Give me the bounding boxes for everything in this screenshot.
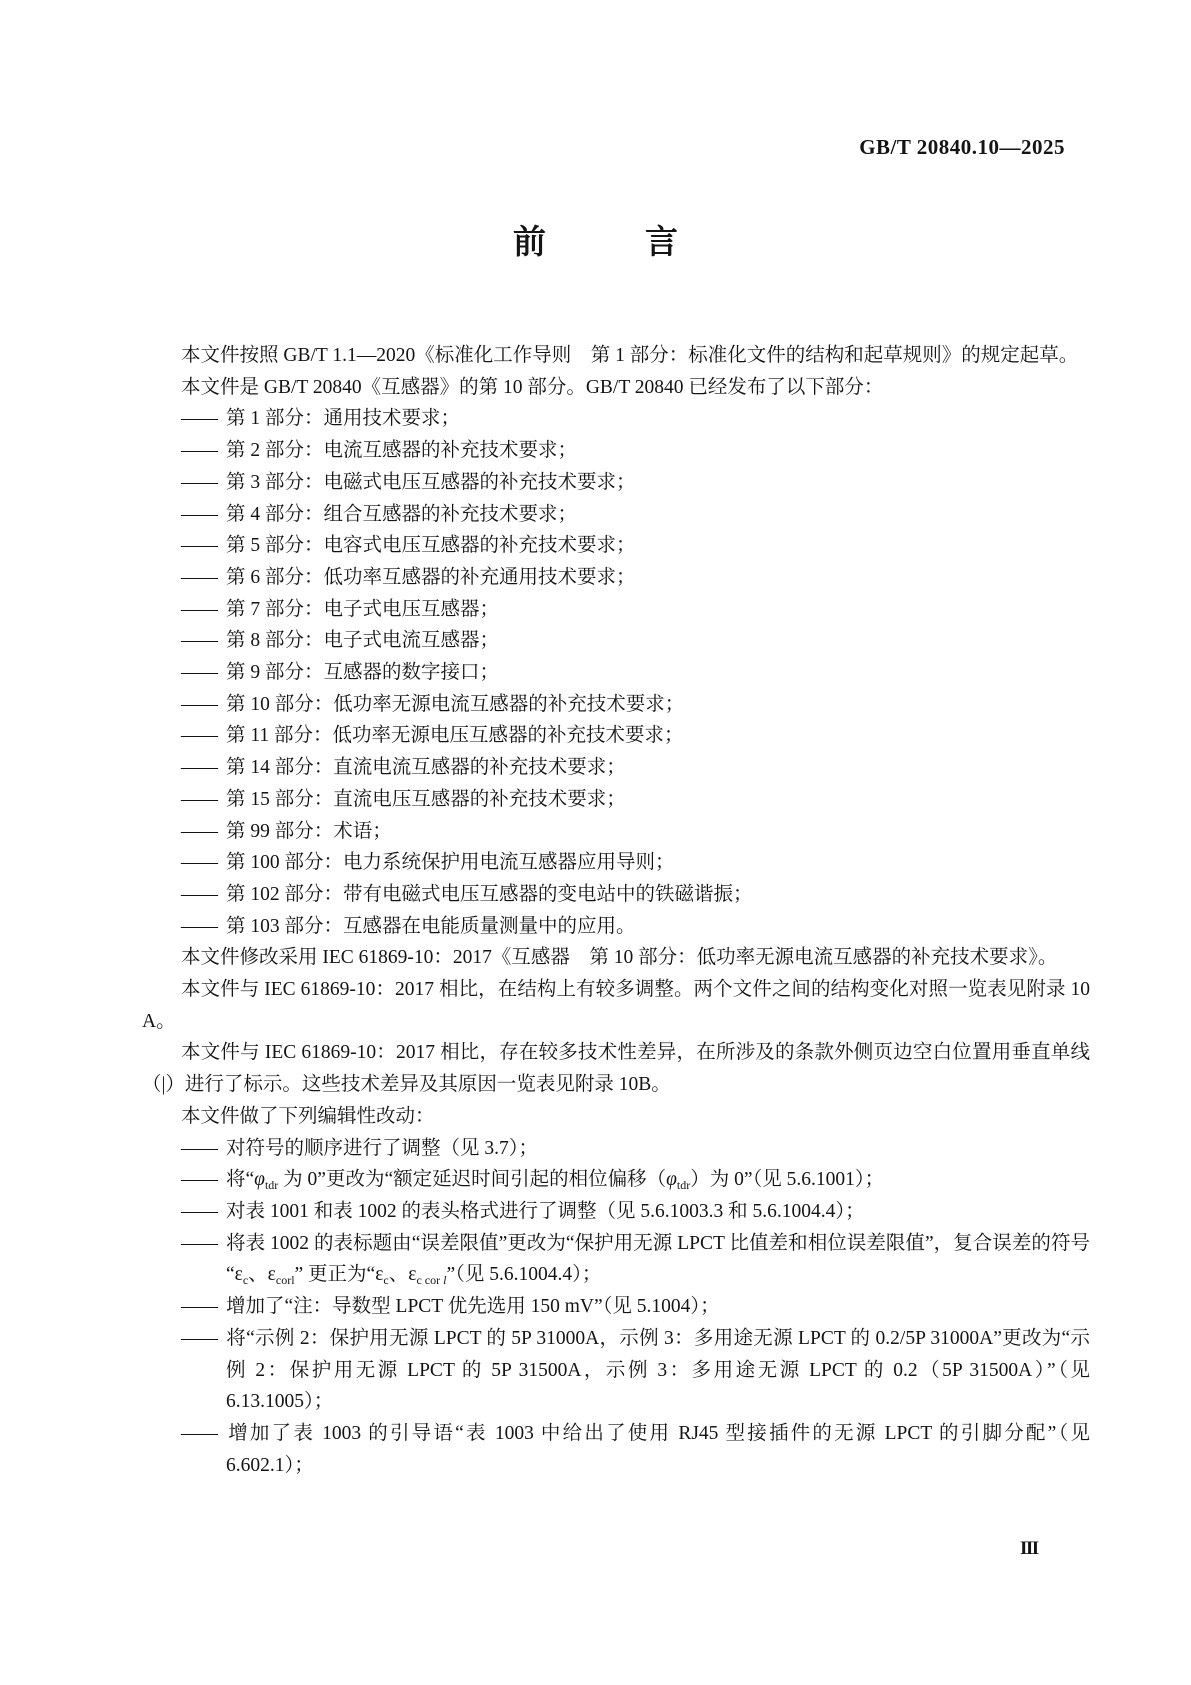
list-item [142, 1196, 1090, 1228]
list-item [142, 1133, 1090, 1165]
list-item-text: 第 8 部分：电子式电流互感器； [226, 630, 500, 652]
list-dash: —— [181, 503, 216, 525]
list-item [142, 467, 1090, 499]
paragraph: 本文件与 IEC 61869-10：2017 相比，在结构上有较多调整。两个文件之间的结构变化对照一览表见附录 10 A。 [142, 979, 1090, 1032]
list-item-text: 第 11 部分：低功率无源电压互感器的补充技术要求； [226, 725, 684, 747]
list-item-text: 将“示例 2：保护用无源 LPCT 的 5P 31000A，示例 3：多用途无源 LPCT 的 0.2/5P 31000A”更改为“示例 2：保护用无源 LPCT 的 5P 31500A，示例 3：多用途无源 LPCT 的 0.2（5P 31500A）”（见 6.13.1005）； [226, 1327, 1090, 1413]
list-item-text: 第 7 部分：电子式电压互感器； [226, 598, 500, 620]
list-item-text: 第 4 部分：组合互感器的补充技术要求； [226, 503, 578, 525]
list-item-text: 对符号的顺序进行了调整（见 3.7）； [226, 1137, 539, 1159]
paragraph: 本文件做了下列编辑性改动： [181, 1105, 435, 1127]
list-item-text: 第 6 部分：低功率互感器的补充通用技术要求； [226, 566, 636, 588]
doc-number: GB/T 20840.10—2025 [859, 135, 1065, 159]
list-item [142, 847, 1090, 879]
list-item [142, 689, 1090, 721]
list-dash: —— [181, 630, 216, 652]
list-item [142, 1418, 1090, 1481]
list-dash: —— [181, 1296, 216, 1318]
list-dash: —— [181, 1422, 216, 1444]
list-item-text: 第 5 部分：电容式电压互感器的补充技术要求； [226, 535, 636, 557]
foreword-body [142, 340, 1090, 1481]
paragraph: 本文件修改采用 IEC 61869-10：2017《互感器 第 10 部分：低功率无源电流互感器的补充技术要求》。 [181, 947, 1058, 969]
list-item [142, 530, 1090, 562]
list-dash: —— [181, 1169, 216, 1191]
list-item-text: 第 3 部分：电磁式电压互感器的补充技术要求； [226, 471, 636, 493]
list-item [142, 879, 1090, 911]
list-item [142, 657, 1090, 689]
list-item [142, 1228, 1090, 1291]
list-item [142, 594, 1090, 626]
list-item [142, 1323, 1090, 1418]
list-item-text: 将“$\varphi_{tdr}$ 为 0”更改为“额定延迟时间引起的相位偏移$(\varphi_{tdr})$为 0”（见 5.6.1001）； [226, 1169, 885, 1193]
list-dash: —— [181, 820, 216, 842]
list-dash: —— [181, 788, 216, 810]
list-item [142, 720, 1090, 752]
list-dash: —— [181, 408, 216, 430]
list-item-text: 增加了“注：导数型 LPCT 优先选用 150 mV”（见 5.1004）； [226, 1296, 720, 1318]
list-item-text: 增加了表 1003 的引导语“表 1003 中给出了使用 RJ45 型接插件的无源 LPCT 的引脚分配”（见 6.602.1）； [226, 1422, 1090, 1476]
list-item [142, 435, 1090, 467]
list-item [142, 562, 1090, 594]
list-dash: —— [181, 1137, 216, 1159]
list-item-text: 第 102 部分：带有电磁式电压互感器的变电站中的铁磁谐振； [226, 883, 753, 905]
list-dash: —— [181, 1327, 216, 1349]
list-dash: —— [181, 1232, 216, 1254]
list-dash: —— [181, 471, 216, 493]
list-item-text: 第 100 部分：电力系统保护用电流互感器应用导则； [226, 852, 675, 874]
paragraph: 本文件与 IEC 61869-10：2017 相比，存在较多技术性差异，在所涉及的条款外侧页边空白位置用垂直单线（|）进行了标示。这些技术差异及其原因一览表见附录 10B。 [142, 1042, 1090, 1096]
list-dash: —— [181, 883, 216, 905]
list-item [142, 784, 1090, 816]
list-item [142, 499, 1090, 531]
list-item-text: 第 9 部分：互感器的数字接口； [226, 662, 500, 684]
list-item [142, 1164, 1090, 1196]
list-item [142, 752, 1090, 784]
list-dash: —— [181, 535, 216, 557]
paragraph: 本文件按照 GB/T 1.1—2020《标准化工作导则 第 1 部分：标准化文件的结构和起草规则》的规定起草。 [181, 345, 1079, 366]
list-dash: —— [181, 598, 216, 620]
list-item [142, 625, 1090, 657]
list-item [142, 816, 1090, 848]
list-item [142, 1291, 1090, 1323]
list-dash: —— [181, 440, 216, 462]
list-item-text: 第 103 部分：互感器在电能质量测量中的应用。 [226, 915, 636, 937]
list-item-text: 第 99 部分：术语； [226, 820, 392, 842]
list-item-text: 第 15 部分：直流电压互感器的补充技术要求； [226, 788, 626, 810]
list-dash: —— [181, 852, 216, 874]
list-item [142, 403, 1090, 435]
list-item-text: 第 1 部分：通用技术要求； [226, 408, 461, 430]
list-dash: —— [181, 725, 216, 747]
list-dash: —— [181, 693, 216, 715]
page-number: III [1020, 1538, 1038, 1559]
list-item-text: 对表 1001 和表 1002 的表头格式进行了调整（见 5.6.1003.3 和 5.6.1004.4）； [226, 1200, 865, 1222]
list-dash: —— [181, 757, 216, 779]
list-item-text: 将表 1002 的表标题由“误差限值”更改为“保护用无源 LPCT 比值差和相位误差限值”，复合误差的符号“$\varepsilon_c$、$\varepsilon_{corl}$” 更正为“$\varepsilon_c$、$\varepsilon_{c cor l}$”（见 5.6.1004.4）； [226, 1232, 1090, 1288]
list-item-text: 第 10 部分：低功率无源电流互感器的补充技术要求； [226, 693, 685, 715]
list-item-text: 第 14 部分：直流电流互感器的补充技术要求； [226, 757, 626, 779]
paragraph: 本文件是 GB/T 20840《互感器》的第 10 部分。GB/T 20840 已经发布了以下部分： [181, 376, 884, 398]
list-dash: —— [181, 566, 216, 588]
page-title: 前 言 [513, 225, 678, 261]
list-dash: —— [181, 915, 216, 937]
list-item-text: 第 2 部分：电流互感器的补充技术要求； [226, 440, 578, 462]
list-item [142, 911, 1090, 943]
list-dash: —— [181, 1200, 216, 1222]
list-dash: —— [181, 662, 216, 684]
